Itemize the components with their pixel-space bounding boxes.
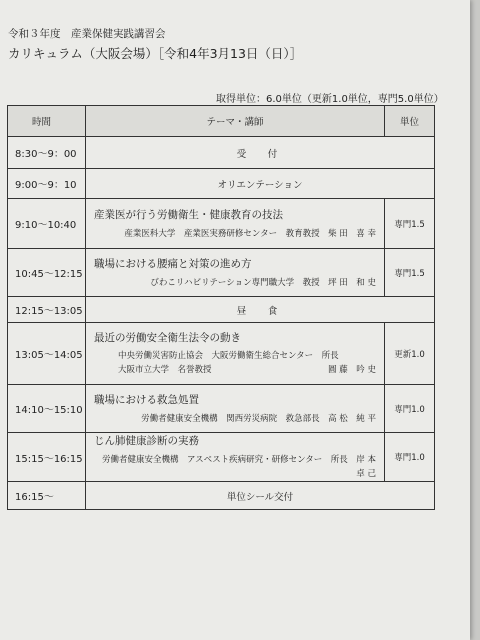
table-header-row (8, 106, 435, 137)
row-topic: オリエンテーション (86, 169, 435, 199)
time-column-header: 時間 (8, 106, 86, 137)
row-time: 13:05〜14:05 (8, 323, 86, 385)
table-row (8, 249, 435, 297)
row-time: 9:00〜9：10 (8, 169, 86, 199)
row-unit: 専門1.5 (385, 249, 435, 297)
row-lecturer-affiliation: 大阪市立大学 名誉教授 (118, 365, 212, 375)
row-topic: 昼 食 (236, 305, 284, 317)
table-row (8, 323, 435, 385)
row-time: 16:15〜 (8, 482, 86, 510)
table-row (8, 297, 435, 323)
row-time: 9:10〜10:40 (8, 199, 86, 249)
row-lecturer: 労働者健康安全機構 関西労災病院 救急部長 高 松 純 平 (141, 413, 376, 424)
row-time: 14:10〜15:10 (8, 385, 86, 433)
row-time: 15:15〜16:15 (8, 433, 86, 482)
table-row (8, 169, 435, 199)
curriculum-table (7, 105, 435, 510)
row-lecturer-affiliation: 中央労働災害防止協会 大阪労働衛生総合センター 所長 (118, 351, 339, 361)
table-row (8, 137, 435, 169)
course-title: 令和３年度 産業保健実践講習会 (8, 28, 166, 40)
row-topic: 産業医が行う労働衛生・健康教育の技法 (94, 208, 283, 221)
row-time: 8:30〜9：00 (8, 137, 86, 169)
row-topic: じん肺健康診断の実務 (94, 435, 199, 447)
row-topic: 職場における腰痛と対策の進め方 (94, 257, 252, 270)
unit-column-header: 単位 (385, 106, 435, 137)
row-unit: 専門1.0 (385, 385, 435, 433)
topic-column-header: テーマ・講師 (86, 106, 385, 137)
row-topic: 職場における救急処置 (94, 393, 199, 406)
row-topic: 受 付 (236, 148, 284, 160)
credits-summary: 取得単位：6.0単位（更新1.0単位，専門5.0単位） (216, 94, 444, 105)
row-time: 12:15〜13:05 (8, 297, 86, 323)
row-topic: 最近の労働安全衛生法令の動き (94, 332, 241, 344)
row-unit: 専門1.0 (385, 433, 435, 482)
row-time: 10:45〜12:15 (8, 249, 86, 297)
table-row (8, 385, 435, 433)
row-lecturer-name: 圓 藤 吟 史 (328, 365, 376, 375)
row-unit: 更新1.0 (385, 323, 435, 385)
row-lecturer: びわこリハビリテーション専門職大学 教授 坪 田 和 史 (150, 277, 376, 288)
row-unit: 専門1.5 (385, 199, 435, 249)
row-lecturer: 労働者健康安全機構 アスベスト疾病研究・研修センター 所長 岸 本 卓 己 (101, 455, 385, 479)
row-topic: 単位シール交付 (86, 482, 435, 510)
table-row (8, 482, 435, 510)
curriculum-title: カリキュラム（大阪会場）［令和4年3月13日（日）］ (8, 46, 303, 61)
table-row (8, 199, 435, 249)
row-lecturer: 産業医科大学 産業医実務研修センター 教育教授 柴 田 喜 幸 (124, 228, 376, 239)
table-row (8, 433, 435, 482)
